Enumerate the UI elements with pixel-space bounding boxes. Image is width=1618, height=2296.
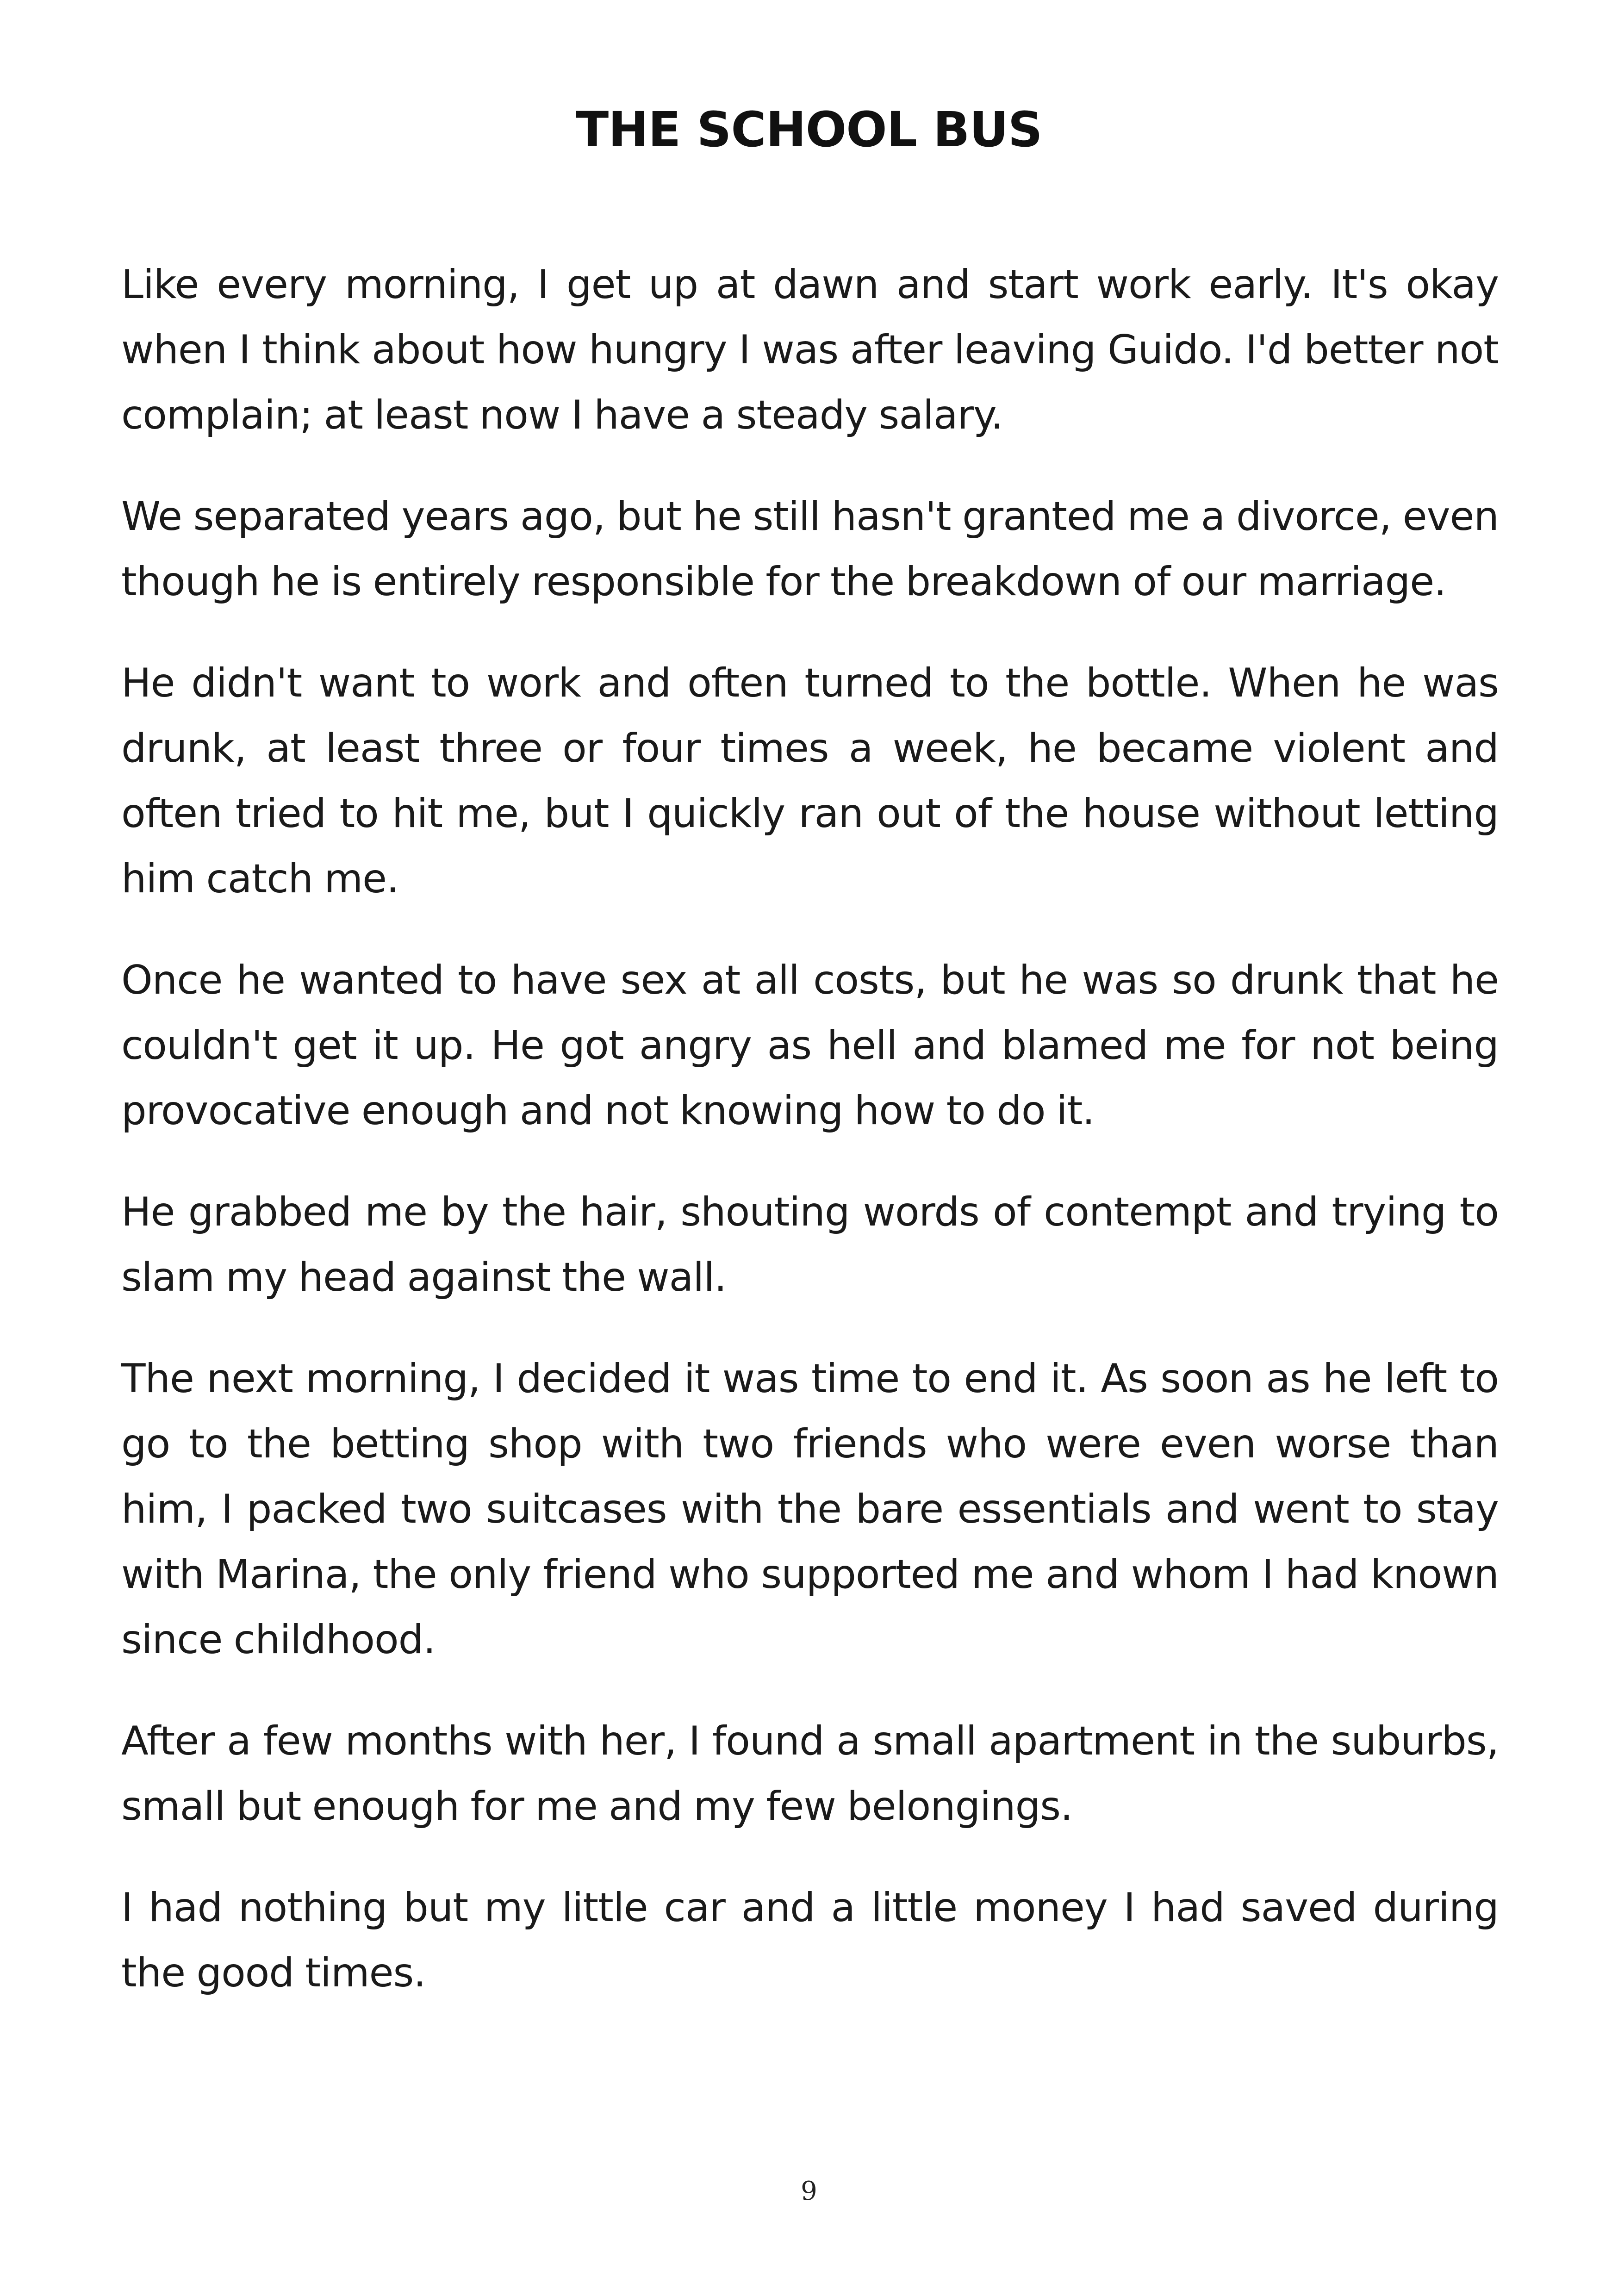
chapter-title: THE SCHOOL BUS <box>576 101 1042 158</box>
paragraph: He didn't want to work and often turned to the bottle. When he was drunk, at least three or four times a week, he became violent and often tried to hit me, but I quickly ran out of the house without letting him catch me. <box>121 660 1499 902</box>
paragraph: After a few months with her, I found a small apartment in the suburbs, small but enough for me and my few belongings. <box>121 1718 1499 1829</box>
paragraph: I had nothing but my little car and a little money I had saved during the good times. <box>121 1885 1499 1996</box>
paragraph: Once he wanted to have sex at all costs, but he was so drunk that he couldn't get it up. He got angry as hell and blamed me for not being provocative enough and not knowing how to do it. <box>121 957 1499 1134</box>
page-number: 9 <box>801 2176 817 2206</box>
paragraph: He grabbed me by the hair, shouting words of contempt and trying to slam my head against the wall. <box>121 1189 1499 1300</box>
paragraph: The next morning, I decided it was time to end it. As soon as he left to go to the betting shop with two friends who were even worse than him, I packed two suitcases with the bare essentials and went to stay with Marina, the only friend who supported me and whom I had known since childhood. <box>121 1356 1499 1663</box>
paragraph: Like every morning, I get up at dawn and start work early. It's okay when I think about how hungry I was after leaving Guido. I'd better not complain; at least now I have a steady salary. <box>121 261 1499 438</box>
chapter-body <box>121 252 1499 2042</box>
paragraph: We separated years ago, but he still hasn't granted me a divorce, even though he is entirely responsible for the breakdown of our marriage. <box>121 493 1499 605</box>
